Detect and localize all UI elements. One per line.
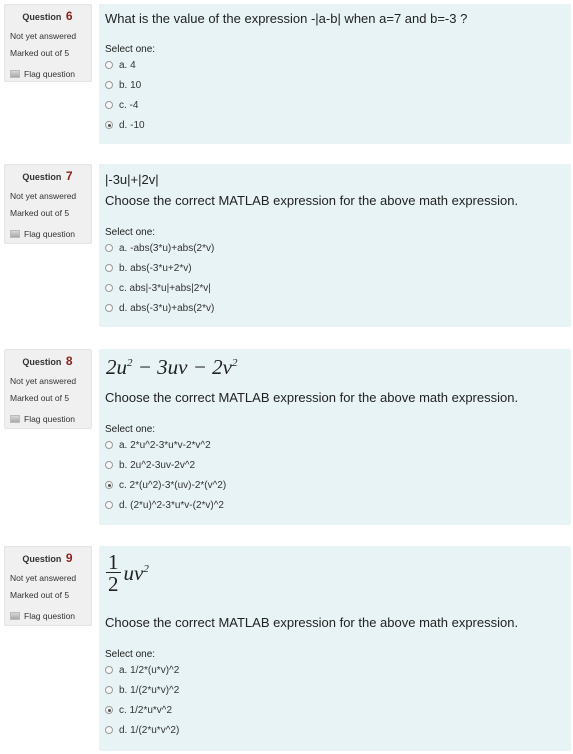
radio-button[interactable] [105, 121, 113, 129]
answer-option[interactable] [99, 680, 179, 700]
question-info [4, 4, 92, 82]
answer-option-label: c. 1/2*u*v^2 [119, 704, 173, 716]
question-6 [0, 4, 573, 144]
question-8 [0, 349, 573, 525]
question-status: Not yet answered [10, 191, 77, 201]
radio-button[interactable] [105, 61, 113, 69]
answer-option-label: d. (2*u)^2-3*u*v-(2*v)^2 [119, 499, 224, 511]
question-status: Not yet answered [10, 31, 77, 41]
flag-icon [10, 415, 20, 423]
answer-option-label: b. 10 [119, 79, 142, 91]
question-text: Choose the correct MATLAB expression for the above math expression. [105, 615, 519, 630]
answer-options [99, 435, 226, 515]
radio-button[interactable] [105, 441, 113, 449]
question-9 [0, 546, 573, 751]
answer-option[interactable] [99, 278, 214, 298]
question-info [4, 164, 92, 244]
answer-option-label: b. 2u^2-3uv-2v^2 [119, 459, 196, 471]
answer-option-label: c. 2*(u^2)-3*(uv)-2*(v^2) [119, 479, 227, 491]
answer-option-label: c. abs|-3*u|+abs|2*v| [119, 282, 211, 294]
math-expression: |-3u|+|2v| [105, 172, 159, 187]
answer-option[interactable] [99, 435, 226, 455]
select-one-label: Select one: [105, 44, 156, 55]
question-7 [0, 164, 573, 327]
question-marks: Marked out of 5 [10, 393, 70, 403]
answer-option-label: a. 1/2*(u*v)^2 [119, 664, 180, 676]
answer-option[interactable] [99, 75, 145, 95]
question-number: Question 7 [22, 169, 73, 183]
radio-button[interactable] [105, 101, 113, 109]
answer-option[interactable] [99, 660, 179, 680]
radio-button[interactable] [105, 264, 113, 272]
answer-option-label: d. abs(-3*u)+abs(2*v) [119, 302, 215, 314]
flag-icon [10, 70, 20, 78]
radio-button[interactable] [105, 81, 113, 89]
radio-button[interactable] [105, 726, 113, 734]
answer-option-label: b. abs(-3*u+2*v) [119, 262, 192, 274]
answer-option[interactable] [99, 700, 179, 720]
radio-button[interactable] [105, 501, 113, 509]
answer-option[interactable] [99, 95, 145, 115]
question-marks: Marked out of 5 [10, 590, 70, 600]
answer-option[interactable] [99, 238, 214, 258]
radio-button[interactable] [105, 706, 113, 714]
math-expression: $2u^2 - 3uv - 2v^2$ [106, 355, 238, 379]
question-status: Not yet answered [10, 376, 77, 386]
question-content [99, 349, 571, 525]
radio-button[interactable] [105, 244, 113, 252]
question-marks: Marked out of 5 [10, 208, 70, 218]
flag-question-button[interactable]: Flag question [10, 413, 91, 425]
question-number: Question 8 [22, 354, 73, 368]
answer-options [99, 660, 179, 740]
answer-option-label: a. -abs(3*u)+abs(2*v) [119, 242, 215, 254]
answer-option-label: d. 1/(2*u*v^2) [119, 724, 180, 736]
question-content [99, 164, 571, 327]
radio-button[interactable] [105, 666, 113, 674]
select-one-label: Select one: [105, 649, 156, 660]
answer-option-label: d. -10 [119, 119, 145, 131]
answer-option-label: a. 2*u^2-3*u*v-2*v^2 [119, 439, 211, 451]
question-content [99, 546, 571, 751]
question-text: Choose the correct MATLAB expression for the above math expression. [105, 193, 519, 208]
select-one-label: Select one: [105, 227, 156, 238]
question-marks: Marked out of 5 [10, 48, 70, 58]
answer-option-label: b. 1/(2*u*v)^2 [119, 684, 180, 696]
answer-option[interactable] [99, 115, 145, 135]
radio-button[interactable] [105, 461, 113, 469]
question-info [4, 546, 92, 626]
flag-icon [10, 230, 20, 238]
answer-option-label: a. 4 [119, 59, 136, 71]
answer-options [99, 55, 145, 135]
answer-option[interactable] [99, 55, 145, 75]
answer-option[interactable] [99, 455, 226, 475]
radio-button[interactable] [105, 284, 113, 292]
math-expression: $\frac{1}{2}$ $uv^2$ [108, 550, 149, 596]
answer-option[interactable] [99, 720, 179, 740]
radio-button[interactable] [105, 481, 113, 489]
flag-icon [10, 612, 20, 620]
answer-option[interactable] [99, 298, 214, 318]
flag-question-button[interactable]: Flag question [10, 610, 91, 622]
answer-option-label: c. -4 [119, 99, 139, 111]
answer-option[interactable] [99, 495, 226, 515]
radio-button[interactable] [105, 304, 113, 312]
answer-option[interactable] [99, 258, 214, 278]
question-content [99, 4, 571, 144]
question-info [4, 349, 92, 429]
question-number: Question 9 [22, 551, 73, 565]
answer-options [99, 238, 214, 318]
fraction: $\frac{1}{2}$ [108, 550, 119, 596]
flag-question-button[interactable]: Flag question [10, 68, 91, 80]
answer-option[interactable] [99, 475, 226, 495]
radio-button[interactable] [105, 686, 113, 694]
flag-question-button[interactable]: Flag question [10, 228, 91, 240]
question-number: Question 6 [22, 9, 73, 23]
question-status: Not yet answered [10, 573, 77, 583]
question-text: Choose the correct MATLAB expression for the above math expression. [105, 390, 519, 405]
question-text: What is the value of the expression -|a-b| when a=7 and b=-3 ? [105, 11, 468, 26]
select-one-label: Select one: [105, 424, 156, 435]
